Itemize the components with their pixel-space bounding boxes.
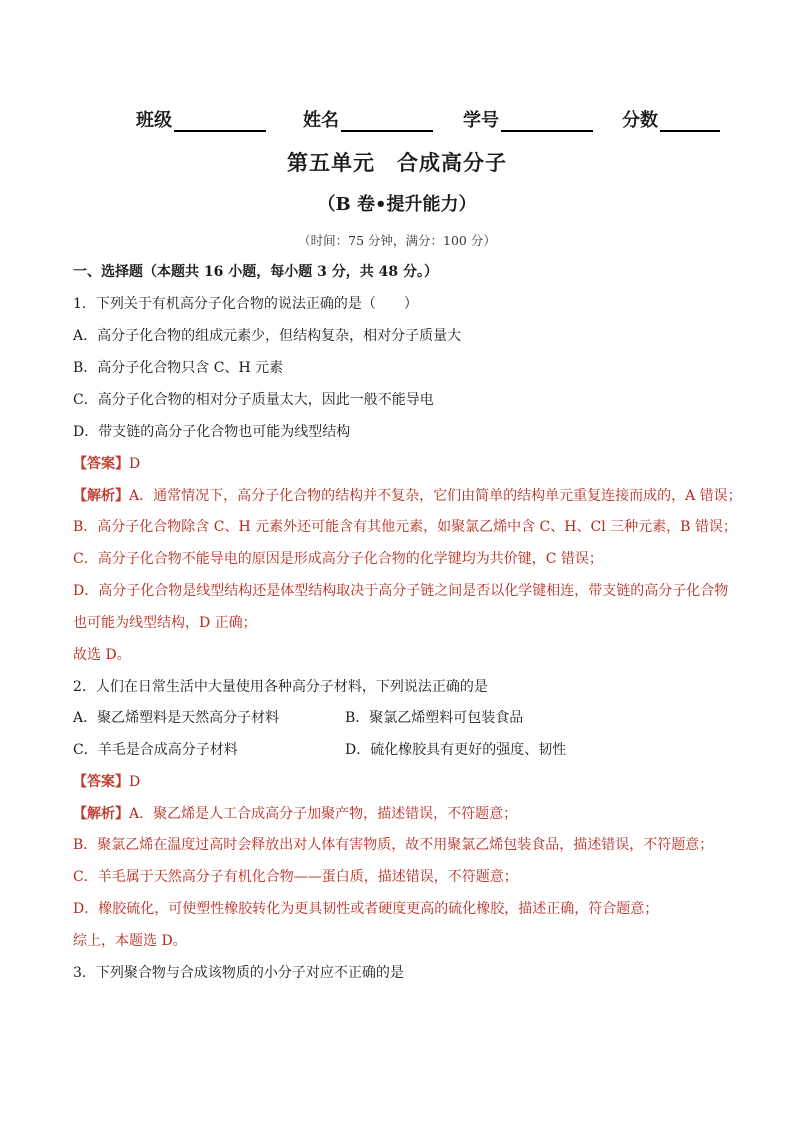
score-blank[interactable]: [660, 108, 720, 132]
option-d: D．带支链的高分子化合物也可能为线型结构: [73, 424, 351, 440]
section-title: 一、选择题（本题共 16 小题，每小题 3 分，共 48 分。）: [73, 264, 438, 280]
analysis-text: C．羊毛属于天然高分子有机化合物——蛋白质，描述错误，不符题意；: [73, 869, 518, 885]
analysis-text: A．通常情况下，高分子化合物的结构并不复杂，它们由简单的结构单元重复连接而成的，A 错误；: [129, 488, 742, 504]
answer-value: D: [129, 456, 141, 472]
unit-label: 第五单元: [287, 150, 375, 175]
analysis-text: A．聚乙烯是人工合成高分子加聚产物，描述错误，不符题意；: [129, 806, 518, 822]
student-id-blank[interactable]: [501, 108, 593, 132]
answer-value: D: [129, 774, 141, 790]
conclusion-text: 综上，本题选 D。: [73, 933, 187, 949]
option-b: B．高分子化合物只含 C、H 元素: [73, 360, 284, 376]
student-info-row: [0, 104, 794, 134]
option-d: D．硫化橡胶具有更好的强度、韧性: [345, 742, 567, 758]
answer-tag: 【答案】: [73, 774, 129, 790]
name-blank[interactable]: [341, 108, 433, 132]
unit-topic: 合成高分子: [397, 150, 507, 175]
analysis-tag: 【解析】: [73, 806, 129, 822]
analysis-text: 也可能为线型结构，D 正确；: [73, 615, 257, 631]
name-label: 姓名: [303, 110, 339, 131]
option-b: B．聚氯乙烯塑料可包装食品: [345, 710, 524, 726]
option-a: A．聚乙烯塑料是天然高分子材料: [73, 710, 280, 726]
student-id-field: [463, 104, 593, 132]
question-stem: 1．下列关于有机高分子化合物的说法正确的是（ ）: [73, 296, 418, 312]
analysis-text: C．高分子化合物不能导电的原因是形成高分子化合物的化学键均为共价键，C 错误；: [73, 551, 603, 567]
answer-line: [73, 773, 140, 791]
analysis-text: B．聚氯乙烯在温度过高时会释放出对人体有害物质，故不用聚氯乙烯包装食品，描述错误，不符题意；: [73, 837, 714, 853]
answer-line: [73, 455, 140, 473]
conclusion-text: 故选 D。: [73, 647, 131, 663]
analysis-text: B．高分子化合物除含 C、H 元素外还可能含有其他元素，如聚氯乙烯中含 C、H、Cl 三种元素，B 错误；: [73, 519, 737, 535]
time-info: （时间：75 分钟，满分：100 分）: [298, 233, 496, 248]
score-field: [622, 104, 720, 132]
option-c: C．高分子化合物的相对分子质量太大，因此一般不能导电: [73, 392, 434, 408]
question-stem: 3．下列聚合物与合成该物质的小分子对应不正确的是: [73, 965, 404, 981]
class-field: [136, 104, 266, 132]
class-label: 班级: [136, 110, 172, 131]
page-subtitle: （B 卷•提升能力）: [317, 194, 477, 215]
analysis-line: [73, 805, 517, 823]
analysis-tag: 【解析】: [73, 488, 129, 504]
page-title: [0, 147, 794, 177]
option-a: A．高分子化合物的组成元素少，但结构复杂，相对分子质量大: [73, 328, 462, 344]
name-field: [303, 104, 433, 132]
class-blank[interactable]: [174, 108, 266, 132]
score-label: 分数: [622, 110, 658, 131]
analysis-text: D．橡胶硫化，可使塑性橡胶转化为更具韧性或者硬度更高的硫化橡胶，描述正确，符合题意；: [73, 901, 659, 917]
option-c: C．羊毛是合成高分子材料: [73, 742, 238, 758]
student-id-label: 学号: [463, 110, 499, 131]
question-stem: 2．人们在日常生活中大量使用各种高分子材料，下列说法正确的是: [73, 679, 488, 695]
analysis-line: [73, 487, 742, 505]
analysis-text: D．高分子化合物是线型结构还是体型结构取决于高分子链之间是否以化学键相连，带支链的高分子化合物: [73, 583, 729, 599]
answer-tag: 【答案】: [73, 456, 129, 472]
